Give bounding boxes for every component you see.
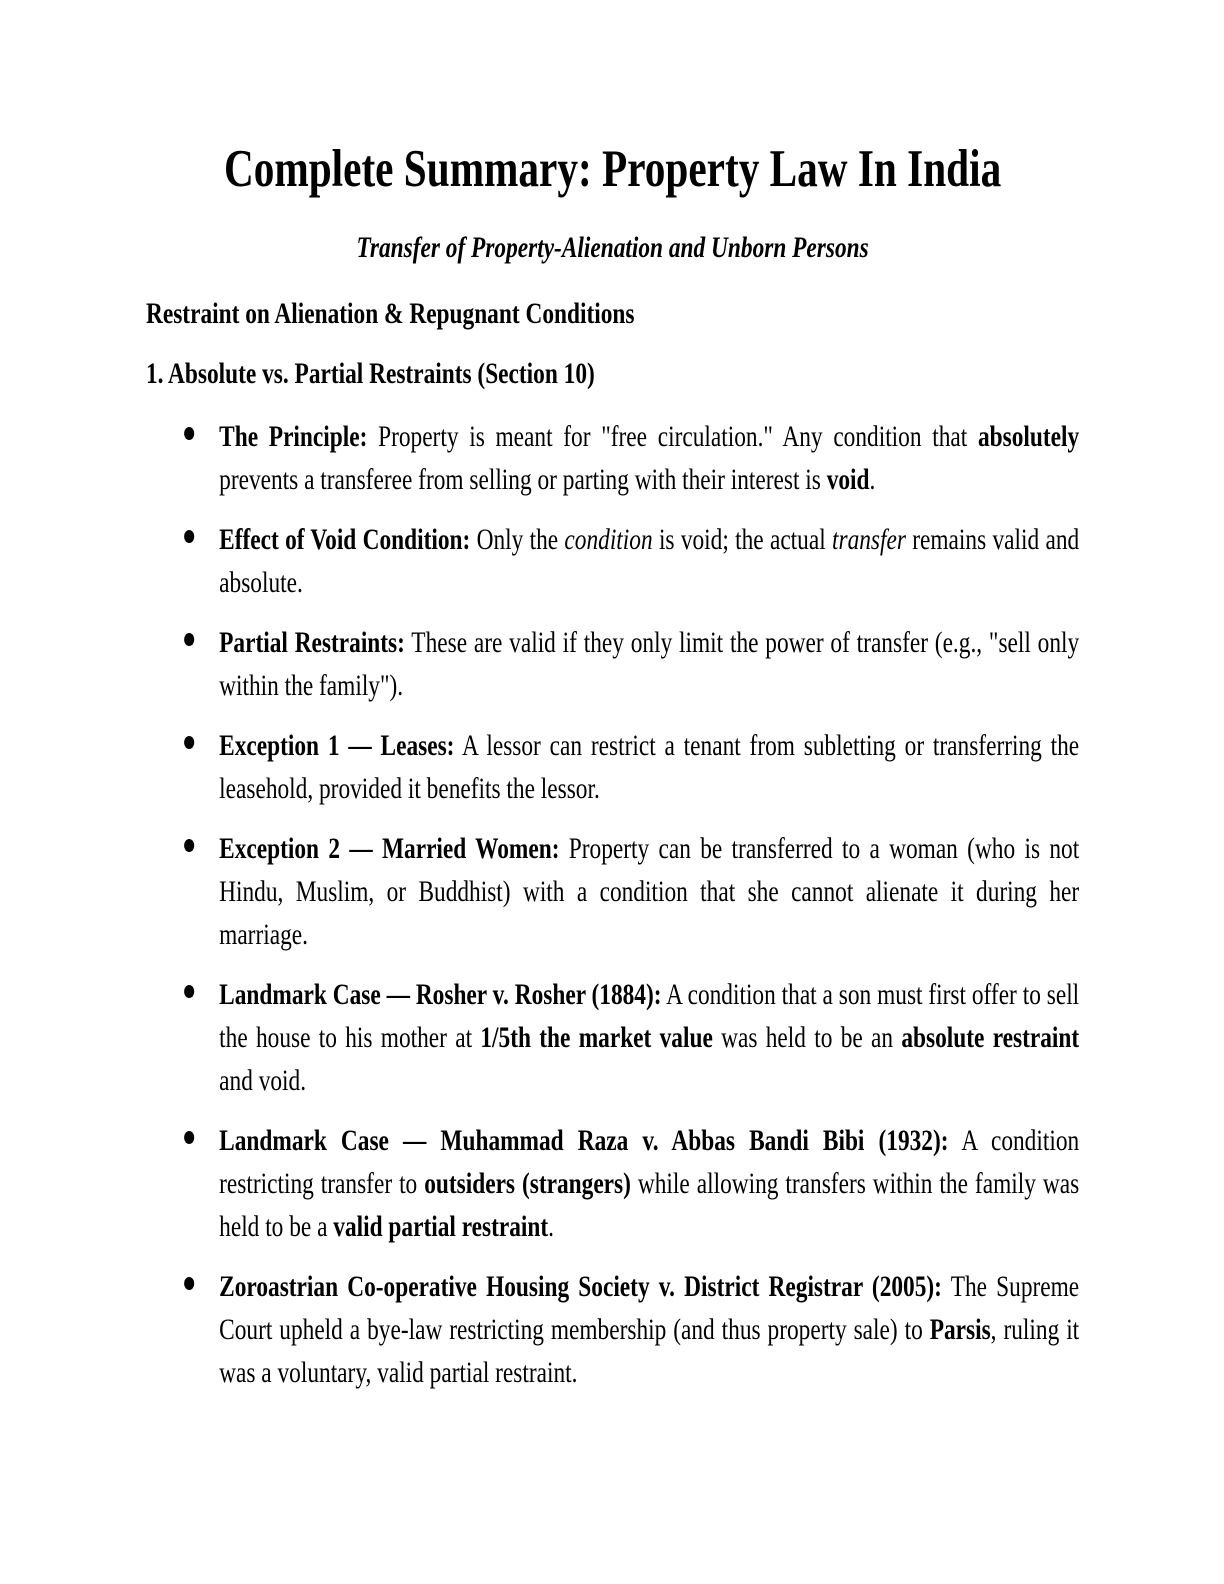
bullet-icon [184,1277,194,1290]
text-segment: The Supreme Court upheld a bye-law restricting membership (and thus property sale) to [219,1270,1080,1346]
list-item-text [219,1270,1079,1389]
text-segment: Partial Restraints: [219,626,405,659]
text-segment: while allowing transfers within the family was held to be a [219,1167,1080,1243]
text-segment: prevents a transferee from selling or parting with their interest is [219,463,827,496]
text-segment: condition [564,523,653,556]
text-segment: transfer [831,523,906,556]
bullet-icon [184,633,194,646]
bullet-icon [184,1131,194,1144]
text-segment: outsiders (strangers) [424,1167,631,1200]
text-segment: 1/5th the market value [480,1021,713,1054]
text-segment: Zoroastrian Co-operative Housing Society v. District Registrar (2005): [219,1270,942,1303]
text-segment: Property is meant for "free circulation." Any condition that [367,420,978,453]
list-item [146,724,1079,810]
list-item-text [219,626,1079,702]
text-segment: A condition that a son must first offer to sell the house to his mother at [219,978,1080,1054]
text-segment: Exception 1 — Leases: [219,729,455,762]
bullet-list [146,415,1079,1394]
list-item-text [219,832,1079,951]
document-title: Complete Summary: Property Law In India [223,140,1002,198]
list-item-text [219,978,1079,1097]
text-segment: , ruling it was a voluntary, valid partial restraint. [219,1313,1080,1389]
text-segment: remains valid and absolute. [219,523,1080,599]
subsection-heading: 1. Absolute vs. Partial Restraints (Section 10) [146,357,595,390]
text-segment: A condition restricting transfer to [219,1124,1080,1200]
bullet-icon [184,427,194,440]
list-item [146,1119,1079,1248]
list-item-text [219,1124,1079,1243]
bullet-icon [184,839,194,852]
text-segment: A lessor can restrict a tenant from subletting or transferring the leasehold, provided it benefits the lessor. [219,729,1080,805]
text-segment: valid partial restraint [333,1210,549,1243]
bullet-icon [184,736,194,749]
document-content [146,0,1079,1411]
text-segment: These are valid if they only limit the power of transfer (e.g., "sell only within the family"). [219,626,1080,702]
document-subtitle: Transfer of Property-Alienation and Unborn Persons [356,231,869,264]
text-segment: Landmark Case — Muhammad Raza v. Abbas Bandi Bibi (1932): [219,1124,949,1157]
list-item-text [219,420,1079,496]
text-segment: Landmark Case — Rosher v. Rosher (1884): [219,978,662,1011]
text-segment: and void. [219,1064,307,1097]
list-item [146,1265,1079,1394]
text-segment: was held to be an [712,1021,902,1054]
text-segment: Property can be transferred to a woman (who is not Hindu, Muslim, or Buddhist) with a condition that she cannot alienate it during her marriage. [219,832,1080,951]
text-segment: . [869,463,876,496]
text-segment: void [826,463,870,496]
section-heading: Restraint on Alienation & Repugnant Conditions [146,297,635,330]
text-segment: absolutely [977,420,1080,453]
text-segment: absolute restraint [901,1021,1080,1054]
list-item [146,518,1079,604]
text-segment: . [548,1210,554,1243]
text-segment: Effect of Void Condition: [219,523,471,556]
list-item-text [219,729,1079,805]
text-segment: Exception 2 — Married Women: [219,832,560,865]
list-item [146,621,1079,707]
list-item [146,973,1079,1102]
text-segment: Parsis [929,1313,991,1346]
bullet-icon [184,985,194,998]
text-segment: The Principle: [219,420,368,453]
bullet-icon [184,530,194,543]
list-item [146,415,1079,501]
text-segment: Only the [470,523,565,556]
list-item [146,827,1079,956]
list-item-text [219,523,1079,599]
text-segment: is void; the actual [652,523,832,556]
